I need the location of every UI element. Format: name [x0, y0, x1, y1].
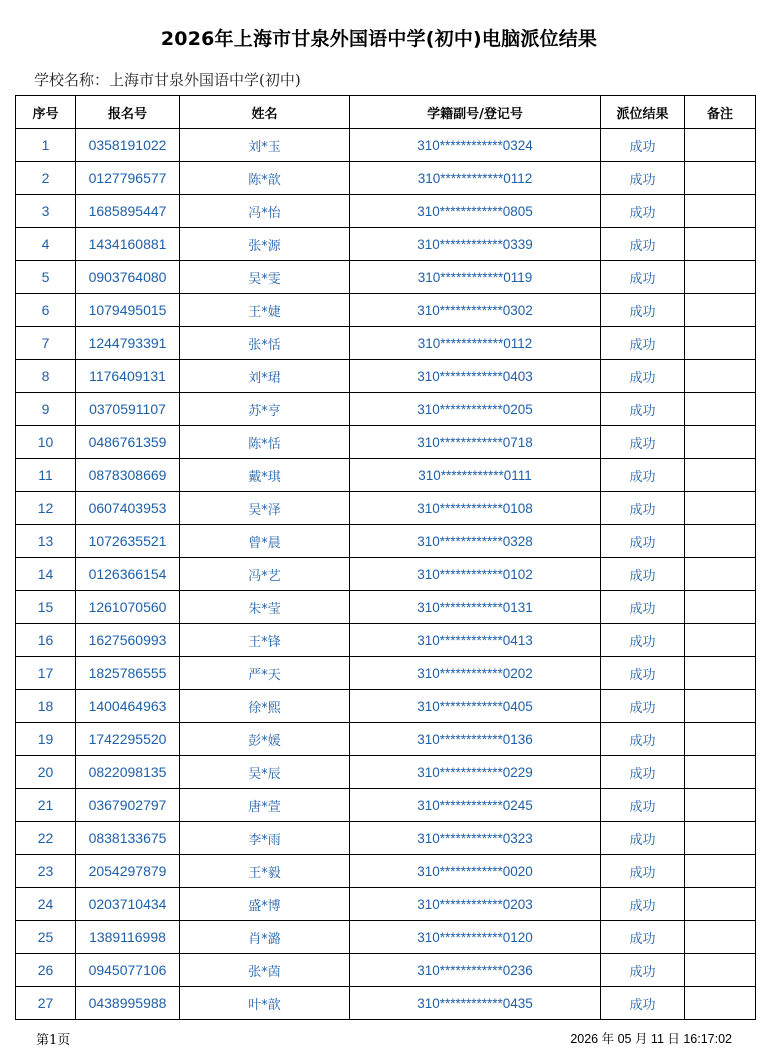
cell-registration-no: 1079495015 — [76, 294, 180, 327]
cell-remarks — [685, 492, 756, 525]
cell-index: 6 — [16, 294, 76, 327]
cell-name: 刘*玉 — [180, 129, 350, 162]
cell-student-id: 310************0205 — [350, 393, 601, 426]
cell-student-id: 310************0111 — [350, 459, 601, 492]
cell-remarks — [685, 327, 756, 360]
cell-name: 张*恬 — [180, 327, 350, 360]
cell-index: 25 — [16, 921, 76, 954]
cell-remarks — [685, 690, 756, 723]
cell-name: 陈*歆 — [180, 162, 350, 195]
table-row — [16, 921, 756, 954]
cell-result: 成功 — [601, 393, 685, 426]
cell-remarks — [685, 657, 756, 690]
cell-name: 吴*泽 — [180, 492, 350, 525]
cell-result: 成功 — [601, 624, 685, 657]
cell-result: 成功 — [601, 327, 685, 360]
cell-index: 10 — [16, 426, 76, 459]
cell-result: 成功 — [601, 162, 685, 195]
cell-student-id: 310************0202 — [350, 657, 601, 690]
table-row — [16, 360, 756, 393]
header-registration-no: 报名号 — [76, 96, 180, 129]
cell-name: 王*锋 — [180, 624, 350, 657]
table-row — [16, 591, 756, 624]
header-index: 序号 — [16, 96, 76, 129]
cell-index: 22 — [16, 822, 76, 855]
cell-result: 成功 — [601, 558, 685, 591]
cell-student-id: 310************0119 — [350, 261, 601, 294]
cell-result: 成功 — [601, 261, 685, 294]
cell-index: 14 — [16, 558, 76, 591]
cell-remarks — [685, 921, 756, 954]
cell-registration-no: 0367902797 — [76, 789, 180, 822]
cell-student-id: 310************0413 — [350, 624, 601, 657]
cell-index: 15 — [16, 591, 76, 624]
cell-result: 成功 — [601, 756, 685, 789]
cell-result: 成功 — [601, 789, 685, 822]
cell-remarks — [685, 624, 756, 657]
cell-student-id: 310************0229 — [350, 756, 601, 789]
cell-index: 2 — [16, 162, 76, 195]
cell-remarks — [685, 459, 756, 492]
cell-name: 曾*晨 — [180, 525, 350, 558]
table-row — [16, 492, 756, 525]
page-number: 第1页 — [36, 1033, 71, 1048]
cell-student-id: 310************0112 — [350, 162, 601, 195]
table-row — [16, 624, 756, 657]
cell-name: 徐*熙 — [180, 690, 350, 723]
cell-remarks — [685, 195, 756, 228]
cell-registration-no: 0438995988 — [76, 987, 180, 1020]
cell-student-id: 310************0136 — [350, 723, 601, 756]
cell-registration-no: 0607403953 — [76, 492, 180, 525]
cell-index: 24 — [16, 888, 76, 921]
cell-name: 叶*歆 — [180, 987, 350, 1020]
cell-student-id: 310************0302 — [350, 294, 601, 327]
cell-result: 成功 — [601, 294, 685, 327]
cell-index: 20 — [16, 756, 76, 789]
cell-remarks — [685, 954, 756, 987]
cell-name: 戴*琪 — [180, 459, 350, 492]
table-row — [16, 393, 756, 426]
cell-index: 11 — [16, 459, 76, 492]
cell-student-id: 310************0120 — [350, 921, 601, 954]
cell-registration-no: 1627560993 — [76, 624, 180, 657]
cell-name: 冯*艺 — [180, 558, 350, 591]
cell-remarks — [685, 987, 756, 1020]
cell-remarks — [685, 228, 756, 261]
cell-registration-no: 0822098135 — [76, 756, 180, 789]
table-header-row — [16, 96, 756, 129]
cell-registration-no: 1176409131 — [76, 360, 180, 393]
cell-remarks — [685, 261, 756, 294]
table-row — [16, 822, 756, 855]
cell-name: 冯*怡 — [180, 195, 350, 228]
cell-result: 成功 — [601, 129, 685, 162]
cell-result: 成功 — [601, 657, 685, 690]
cell-registration-no: 1389116998 — [76, 921, 180, 954]
cell-remarks — [685, 162, 756, 195]
cell-registration-no: 1244793391 — [76, 327, 180, 360]
header-result: 派位结果 — [601, 96, 685, 129]
cell-remarks — [685, 294, 756, 327]
cell-student-id: 310************0405 — [350, 690, 601, 723]
header-remarks: 备注 — [685, 96, 756, 129]
cell-registration-no: 1825786555 — [76, 657, 180, 690]
table-row — [16, 327, 756, 360]
cell-remarks — [685, 591, 756, 624]
cell-index: 4 — [16, 228, 76, 261]
cell-registration-no: 2054297879 — [76, 855, 180, 888]
cell-name: 陈*恬 — [180, 426, 350, 459]
cell-registration-no: 0486761359 — [76, 426, 180, 459]
cell-name: 张*茵 — [180, 954, 350, 987]
cell-name: 王*毅 — [180, 855, 350, 888]
table-row — [16, 855, 756, 888]
cell-name: 刘*珺 — [180, 360, 350, 393]
cell-result: 成功 — [601, 591, 685, 624]
table-row — [16, 558, 756, 591]
table-row — [16, 954, 756, 987]
page-title: 2026年上海市甘泉外国语中学(初中)电脑派位结果 — [160, 28, 598, 50]
cell-student-id: 310************0435 — [350, 987, 601, 1020]
results-table — [15, 95, 756, 1020]
cell-name: 朱*莹 — [180, 591, 350, 624]
cell-student-id: 310************0245 — [350, 789, 601, 822]
cell-student-id: 310************0339 — [350, 228, 601, 261]
cell-student-id: 310************0112 — [350, 327, 601, 360]
cell-name: 彭*媛 — [180, 723, 350, 756]
cell-result: 成功 — [601, 360, 685, 393]
cell-registration-no: 1261070560 — [76, 591, 180, 624]
cell-result: 成功 — [601, 888, 685, 921]
cell-registration-no: 0358191022 — [76, 129, 180, 162]
cell-index: 7 — [16, 327, 76, 360]
table-row — [16, 789, 756, 822]
cell-result: 成功 — [601, 954, 685, 987]
header-student-id: 学籍副号/登记号 — [350, 96, 601, 129]
cell-registration-no: 0203710434 — [76, 888, 180, 921]
cell-index: 13 — [16, 525, 76, 558]
cell-registration-no: 1742295520 — [76, 723, 180, 756]
cell-remarks — [685, 789, 756, 822]
table-row — [16, 459, 756, 492]
print-datetime: 2026 年 05 月 11 日 16:17:02 — [570, 1032, 732, 1046]
cell-result: 成功 — [601, 987, 685, 1020]
header-name: 姓名 — [180, 96, 350, 129]
cell-remarks — [685, 360, 756, 393]
cell-name: 张*源 — [180, 228, 350, 261]
cell-index: 19 — [16, 723, 76, 756]
cell-remarks — [685, 822, 756, 855]
cell-student-id: 310************0131 — [350, 591, 601, 624]
cell-student-id: 310************0020 — [350, 855, 601, 888]
cell-remarks — [685, 756, 756, 789]
cell-result: 成功 — [601, 723, 685, 756]
table-row — [16, 195, 756, 228]
table-row — [16, 261, 756, 294]
cell-registration-no: 0903764080 — [76, 261, 180, 294]
cell-registration-no: 1434160881 — [76, 228, 180, 261]
cell-index: 17 — [16, 657, 76, 690]
cell-result: 成功 — [601, 690, 685, 723]
table-row — [16, 426, 756, 459]
cell-index: 3 — [16, 195, 76, 228]
cell-index: 1 — [16, 129, 76, 162]
table-row — [16, 723, 756, 756]
cell-remarks — [685, 888, 756, 921]
table-row — [16, 525, 756, 558]
cell-name: 李*雨 — [180, 822, 350, 855]
cell-remarks — [685, 426, 756, 459]
cell-student-id: 310************0203 — [350, 888, 601, 921]
school-name-line: 学校名称：上海市甘泉外国语中学(初中) — [34, 71, 301, 89]
cell-registration-no: 1072635521 — [76, 525, 180, 558]
cell-result: 成功 — [601, 822, 685, 855]
cell-index: 9 — [16, 393, 76, 426]
cell-index: 23 — [16, 855, 76, 888]
cell-index: 12 — [16, 492, 76, 525]
table-row — [16, 888, 756, 921]
cell-student-id: 310************0328 — [350, 525, 601, 558]
cell-registration-no: 0370591107 — [76, 393, 180, 426]
cell-result: 成功 — [601, 459, 685, 492]
table-row — [16, 294, 756, 327]
cell-name: 盛*博 — [180, 888, 350, 921]
cell-result: 成功 — [601, 228, 685, 261]
cell-student-id: 310************0403 — [350, 360, 601, 393]
cell-student-id: 310************0236 — [350, 954, 601, 987]
cell-remarks — [685, 855, 756, 888]
cell-registration-no: 0945077106 — [76, 954, 180, 987]
cell-index: 16 — [16, 624, 76, 657]
cell-index: 21 — [16, 789, 76, 822]
cell-index: 18 — [16, 690, 76, 723]
cell-registration-no: 1400464963 — [76, 690, 180, 723]
cell-name: 王*婕 — [180, 294, 350, 327]
cell-name: 吴*辰 — [180, 756, 350, 789]
cell-student-id: 310************0108 — [350, 492, 601, 525]
cell-index: 27 — [16, 987, 76, 1020]
table-row — [16, 987, 756, 1020]
cell-index: 5 — [16, 261, 76, 294]
cell-remarks — [685, 393, 756, 426]
cell-registration-no: 1685895447 — [76, 195, 180, 228]
table-row — [16, 657, 756, 690]
cell-student-id: 310************0323 — [350, 822, 601, 855]
cell-remarks — [685, 558, 756, 591]
cell-result: 成功 — [601, 426, 685, 459]
table-row — [16, 690, 756, 723]
cell-remarks — [685, 525, 756, 558]
cell-name: 严*天 — [180, 657, 350, 690]
cell-registration-no: 0127796577 — [76, 162, 180, 195]
cell-result: 成功 — [601, 855, 685, 888]
cell-index: 8 — [16, 360, 76, 393]
cell-student-id: 310************0324 — [350, 129, 601, 162]
cell-index: 26 — [16, 954, 76, 987]
cell-name: 吴*雯 — [180, 261, 350, 294]
cell-registration-no: 0878308669 — [76, 459, 180, 492]
cell-name: 唐*萱 — [180, 789, 350, 822]
cell-student-id: 310************0102 — [350, 558, 601, 591]
table-body — [16, 129, 756, 1020]
cell-name: 苏*亨 — [180, 393, 350, 426]
cell-student-id: 310************0718 — [350, 426, 601, 459]
cell-result: 成功 — [601, 492, 685, 525]
cell-student-id: 310************0805 — [350, 195, 601, 228]
table-row — [16, 228, 756, 261]
cell-remarks — [685, 723, 756, 756]
cell-result: 成功 — [601, 525, 685, 558]
cell-registration-no: 0838133675 — [76, 822, 180, 855]
table-row — [16, 129, 756, 162]
cell-name: 肖*潞 — [180, 921, 350, 954]
table-row — [16, 162, 756, 195]
table-row — [16, 756, 756, 789]
cell-remarks — [685, 129, 756, 162]
cell-result: 成功 — [601, 921, 685, 954]
cell-registration-no: 0126366154 — [76, 558, 180, 591]
cell-result: 成功 — [601, 195, 685, 228]
